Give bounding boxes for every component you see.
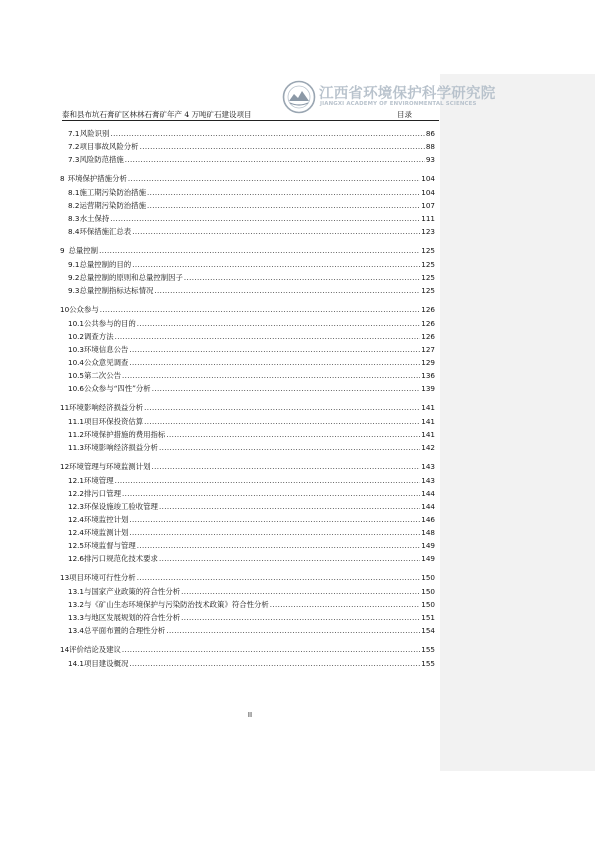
toc-entry-title: 环境影响经济损益分析 bbox=[84, 443, 158, 453]
toc-chapter-entry[interactable] bbox=[60, 173, 435, 187]
toc-entry-page: 125 bbox=[421, 272, 435, 282]
toc-entry-title: 排污口规范化技术要求 bbox=[84, 554, 158, 564]
toc-entry-page: 143 bbox=[421, 475, 435, 485]
toc-entry-page: 144 bbox=[421, 501, 435, 511]
toc-entry-page: 125 bbox=[421, 286, 435, 296]
toc-dot-leader bbox=[110, 215, 420, 223]
academy-name-cn: 江西省环境保护科学研究院 bbox=[319, 86, 496, 102]
toc-section-entry[interactable] bbox=[60, 331, 435, 344]
toc-dot-leader bbox=[129, 516, 420, 524]
toc-dot-leader bbox=[147, 189, 420, 197]
toc-dot-leader bbox=[137, 320, 421, 328]
toc-entry-number: 10.2 bbox=[68, 331, 85, 341]
toc-section-entry[interactable] bbox=[60, 586, 435, 599]
toc-entry-number: 12.2 bbox=[68, 488, 85, 498]
toc-entry-page: 149 bbox=[421, 541, 435, 551]
toc-entry-page: 150 bbox=[421, 587, 435, 596]
toc-entry-title: 环保设施竣工验收管理 bbox=[84, 501, 158, 511]
toc-entry-title: 总量控制 bbox=[68, 246, 99, 256]
toc-section-entry[interactable] bbox=[60, 416, 435, 429]
toc-entry-title: 与国家产业政策的符合性分析 bbox=[84, 587, 181, 596]
toc-dot-leader bbox=[122, 372, 420, 380]
toc-entry-number: 10 bbox=[60, 305, 70, 315]
toc-entry-number: 8.4 bbox=[68, 227, 80, 237]
toc-entry-page: 111 bbox=[421, 214, 435, 224]
toc-section-entry[interactable] bbox=[60, 154, 435, 167]
toc-entry-number: 14 bbox=[60, 645, 70, 655]
toc-entry-number: 9 bbox=[60, 246, 65, 256]
toc-entry-page: 151 bbox=[421, 613, 435, 623]
toc-chapter-entry[interactable] bbox=[60, 304, 435, 318]
toc-section-entry[interactable] bbox=[60, 187, 435, 200]
toc-entry-page: 129 bbox=[421, 358, 435, 367]
toc-section-entry[interactable] bbox=[60, 488, 435, 501]
toc-entry-page: 125 bbox=[421, 246, 435, 256]
toc-entry-page: 144 bbox=[421, 488, 435, 498]
toc-dot-leader bbox=[159, 555, 420, 563]
toc-section-entry[interactable] bbox=[60, 501, 435, 514]
toc-entry-number: 12.5 bbox=[68, 541, 85, 551]
toc-section-entry[interactable] bbox=[60, 527, 435, 540]
toc-dot-leader bbox=[151, 463, 420, 471]
toc-entry-number: 12 bbox=[60, 462, 70, 472]
toc-entry-title: 环境监测计划 bbox=[84, 528, 129, 538]
toc-entry-title: 运营期污染防治措施 bbox=[79, 200, 146, 210]
toc-entry-title: 风险识别 bbox=[79, 129, 110, 138]
toc-entry-number: 12.4 bbox=[68, 528, 85, 538]
toc-section-entry[interactable] bbox=[60, 259, 435, 272]
comment-sidebar bbox=[440, 74, 595, 771]
toc-dot-leader bbox=[147, 202, 420, 210]
toc-dot-leader bbox=[132, 228, 420, 236]
toc-dot-leader bbox=[159, 503, 420, 511]
toc-entry-number: 10.3 bbox=[68, 344, 85, 354]
toc-entry-title: 环境保护措施的费用指标 bbox=[84, 429, 166, 439]
toc-entry-page: 104 bbox=[421, 187, 435, 197]
toc-entry-title: 调查方法 bbox=[84, 331, 114, 341]
toc-section-entry[interactable] bbox=[60, 658, 435, 671]
toc-section-entry[interactable] bbox=[60, 272, 435, 285]
toc-entry-title: 环境监控计划 bbox=[84, 515, 129, 525]
toc-dot-leader bbox=[122, 646, 420, 654]
toc-section-entry[interactable] bbox=[60, 200, 435, 213]
toc-dot-leader bbox=[125, 156, 425, 164]
toc-entry-page: 126 bbox=[421, 318, 435, 328]
toc-entry-number: 7.3 bbox=[68, 155, 80, 165]
toc-section-entry[interactable] bbox=[60, 429, 435, 442]
toc-entry-number: 13.3 bbox=[68, 613, 85, 623]
toc-entry-title: 总量控制的原则和总量控制因子 bbox=[79, 272, 183, 282]
toc-entry-title: 项目环境可行性分析 bbox=[69, 573, 136, 583]
toc-entry-number: 13.1 bbox=[68, 587, 85, 596]
toc-dot-leader bbox=[181, 588, 420, 596]
toc-section-entry[interactable] bbox=[60, 475, 435, 488]
header-rule bbox=[62, 120, 439, 121]
toc-entry-number: 8.2 bbox=[68, 200, 80, 210]
toc-entry-page: 136 bbox=[421, 371, 435, 381]
toc-entry-title: 项目事故风险分析 bbox=[79, 142, 139, 152]
toc-dot-leader bbox=[184, 274, 420, 282]
toc-entry-page: 86 bbox=[425, 129, 435, 138]
toc-entry-title: 公共参与的目的 bbox=[84, 318, 136, 328]
toc-dot-leader bbox=[144, 418, 420, 426]
toc-entry-number: 13.2 bbox=[68, 600, 85, 610]
toc-dot-leader bbox=[270, 601, 420, 609]
toc-entry-title: 公众参与“四性”分析 bbox=[84, 384, 151, 394]
toc-entry-page: 141 bbox=[421, 429, 435, 439]
toc-dot-leader bbox=[154, 287, 420, 295]
toc-dot-leader bbox=[166, 627, 420, 635]
toc-chapter-entry[interactable] bbox=[60, 461, 435, 475]
toc-entry-number: 7.2 bbox=[68, 142, 80, 152]
toc-entry-title: 环境保护措施分析 bbox=[67, 174, 127, 184]
toc-entry-number: 11.2 bbox=[68, 429, 85, 439]
toc-entry-title: 评价结论及建议 bbox=[69, 645, 121, 655]
toc-entry-page: 88 bbox=[425, 142, 435, 152]
toc-dot-leader bbox=[128, 175, 420, 183]
toc-entry-number: 10.1 bbox=[68, 318, 85, 328]
toc-dot-leader bbox=[115, 477, 421, 485]
toc-entry-page: 143 bbox=[421, 462, 435, 472]
toc-entry-title: 第二次公告 bbox=[84, 371, 121, 381]
toc-entry-page: 142 bbox=[421, 443, 435, 453]
toc-section-entry[interactable] bbox=[60, 213, 435, 226]
toc-dot-leader bbox=[129, 529, 420, 537]
toc-dot-leader bbox=[110, 130, 424, 138]
table-of-contents bbox=[60, 128, 435, 671]
toc-entry-number: 11 bbox=[60, 403, 70, 413]
toc-entry-title: 环境管理 bbox=[84, 475, 114, 485]
toc-entry-number: 13 bbox=[60, 573, 70, 583]
toc-section-entry[interactable] bbox=[60, 357, 435, 370]
academy-name-en: JIANGXI ACADEMY OF ENVIRONMENTAL SCIENCES bbox=[320, 101, 477, 107]
toc-entry-page: 126 bbox=[421, 331, 435, 341]
toc-section-entry[interactable] bbox=[60, 383, 435, 396]
toc-dot-leader bbox=[152, 385, 421, 393]
toc-entry-title: 与《矿山生态环境保护与污染防治技术政策》符合性分析 bbox=[84, 600, 269, 610]
toc-dot-leader bbox=[181, 614, 420, 622]
toc-dot-leader bbox=[115, 333, 421, 341]
toc-dot-leader bbox=[99, 247, 420, 255]
toc-entry-number: 12.6 bbox=[68, 554, 85, 564]
academy-logo bbox=[282, 80, 496, 116]
toc-entry-title: 环境影响经济损益分析 bbox=[69, 403, 144, 413]
toc-entry-number: 11.3 bbox=[68, 443, 85, 453]
toc-entry-number: 8.1 bbox=[68, 187, 80, 197]
toc-section-entry[interactable] bbox=[60, 612, 435, 625]
toc-entry-title: 总量控制的目的 bbox=[79, 259, 132, 269]
toc-dot-leader bbox=[100, 306, 421, 314]
toc-entry-title: 环境信息公告 bbox=[84, 344, 129, 354]
toc-chapter-entry[interactable] bbox=[60, 644, 435, 658]
toc-entry-title: 风险防范措施 bbox=[79, 155, 124, 165]
toc-entry-page: 141 bbox=[421, 403, 435, 413]
toc-dot-leader bbox=[132, 261, 420, 269]
toc-entry-title: 项目建设概况 bbox=[84, 658, 129, 668]
toc-entry-number: 11.1 bbox=[68, 416, 85, 426]
toc-entry-number: 7.1 bbox=[68, 129, 80, 138]
toc-section-entry[interactable] bbox=[60, 442, 435, 455]
toc-section-entry[interactable] bbox=[60, 141, 435, 154]
toc-entry-page: 146 bbox=[421, 515, 435, 525]
toc-entry-number: 10.6 bbox=[68, 384, 85, 394]
toc-entry-number: 13.4 bbox=[68, 626, 85, 636]
toc-section-entry[interactable] bbox=[60, 370, 435, 383]
toc-section-entry[interactable] bbox=[60, 514, 435, 527]
toc-entry-page: 107 bbox=[421, 200, 435, 210]
header-section-label: 目录 bbox=[397, 110, 412, 119]
toc-section-entry[interactable] bbox=[60, 625, 435, 638]
toc-entry-page: 154 bbox=[421, 626, 435, 636]
toc-entry-page: 148 bbox=[421, 528, 435, 538]
toc-entry-number: 9.3 bbox=[68, 286, 80, 296]
toc-entry-page: 123 bbox=[421, 227, 435, 237]
toc-section-entry[interactable] bbox=[60, 226, 435, 239]
toc-section-entry[interactable] bbox=[60, 553, 435, 566]
toc-entry-number: 10.5 bbox=[68, 371, 85, 381]
toc-dot-leader bbox=[122, 490, 420, 498]
toc-dot-leader bbox=[159, 444, 420, 452]
toc-entry-number: 12.4 bbox=[68, 515, 85, 525]
toc-dot-leader bbox=[129, 346, 420, 354]
toc-entry-page: 155 bbox=[421, 645, 435, 655]
toc-entry-page: 141 bbox=[421, 416, 435, 426]
toc-entry-page: 155 bbox=[421, 658, 435, 668]
toc-entry-title: 水土保持 bbox=[79, 214, 110, 224]
toc-entry-title: 环境管理与环境监测计划 bbox=[69, 462, 151, 472]
toc-dot-leader bbox=[166, 431, 420, 439]
toc-entry-page: 104 bbox=[421, 174, 435, 184]
toc-entry-title: 环境监督与管理 bbox=[84, 541, 136, 551]
toc-entry-title: 环保措施汇总表 bbox=[79, 227, 132, 237]
toc-dot-leader bbox=[140, 143, 425, 151]
toc-entry-title: 公众参与 bbox=[69, 305, 99, 315]
page-number: II bbox=[247, 711, 253, 719]
toc-entry-number: 9.2 bbox=[68, 272, 80, 282]
toc-entry-title: 施工期污染防治措施 bbox=[79, 187, 146, 197]
toc-entry-page: 149 bbox=[421, 554, 435, 564]
toc-entry-number: 12.1 bbox=[68, 475, 85, 485]
toc-entry-page: 150 bbox=[421, 600, 435, 610]
toc-entry-title: 公众意见调查 bbox=[84, 358, 129, 367]
toc-chapter-entry[interactable] bbox=[60, 402, 435, 416]
toc-entry-page: 150 bbox=[421, 573, 435, 583]
toc-dot-leader bbox=[144, 404, 420, 412]
toc-entry-number: 14.1 bbox=[68, 658, 85, 668]
toc-entry-title: 总平面布置的合理性分析 bbox=[84, 626, 166, 636]
header-project-title: 泰和县布坑石膏矿区林林石膏矿年产 4 万吨矿石建设项目 bbox=[62, 110, 252, 119]
toc-dot-leader bbox=[129, 359, 420, 367]
toc-entry-number: 10.4 bbox=[68, 358, 85, 367]
toc-dot-leader bbox=[137, 542, 421, 550]
toc-entry-number: 8.3 bbox=[68, 214, 80, 224]
toc-entry-number: 8 bbox=[60, 174, 65, 184]
toc-section-entry[interactable] bbox=[60, 599, 435, 612]
toc-dot-leader bbox=[137, 574, 421, 582]
toc-entry-number: 12.3 bbox=[68, 501, 85, 511]
toc-section-entry[interactable] bbox=[60, 318, 435, 331]
academy-seal-icon bbox=[282, 80, 316, 114]
toc-dot-leader bbox=[129, 660, 420, 668]
toc-section-entry[interactable] bbox=[60, 540, 435, 553]
toc-entry-title: 与地区发展规划的符合性分析 bbox=[84, 613, 181, 623]
toc-entry-page: 127 bbox=[421, 344, 435, 354]
toc-entry-title: 项目环保投资估算 bbox=[84, 416, 144, 426]
toc-entry-number: 9.1 bbox=[68, 259, 80, 269]
toc-entry-page: 126 bbox=[421, 305, 435, 315]
toc-section-entry[interactable] bbox=[60, 344, 435, 357]
toc-entry-title: 总量控制指标达标情况 bbox=[79, 286, 154, 296]
toc-entry-page: 139 bbox=[421, 384, 435, 394]
toc-chapter-entry[interactable] bbox=[60, 572, 435, 586]
toc-section-entry[interactable] bbox=[60, 128, 435, 141]
toc-entry-page: 93 bbox=[425, 155, 435, 165]
toc-chapter-entry[interactable] bbox=[60, 245, 435, 259]
toc-entry-title: 排污口管理 bbox=[84, 488, 121, 498]
toc-section-entry[interactable] bbox=[60, 285, 435, 298]
toc-entry-page: 125 bbox=[421, 259, 435, 269]
